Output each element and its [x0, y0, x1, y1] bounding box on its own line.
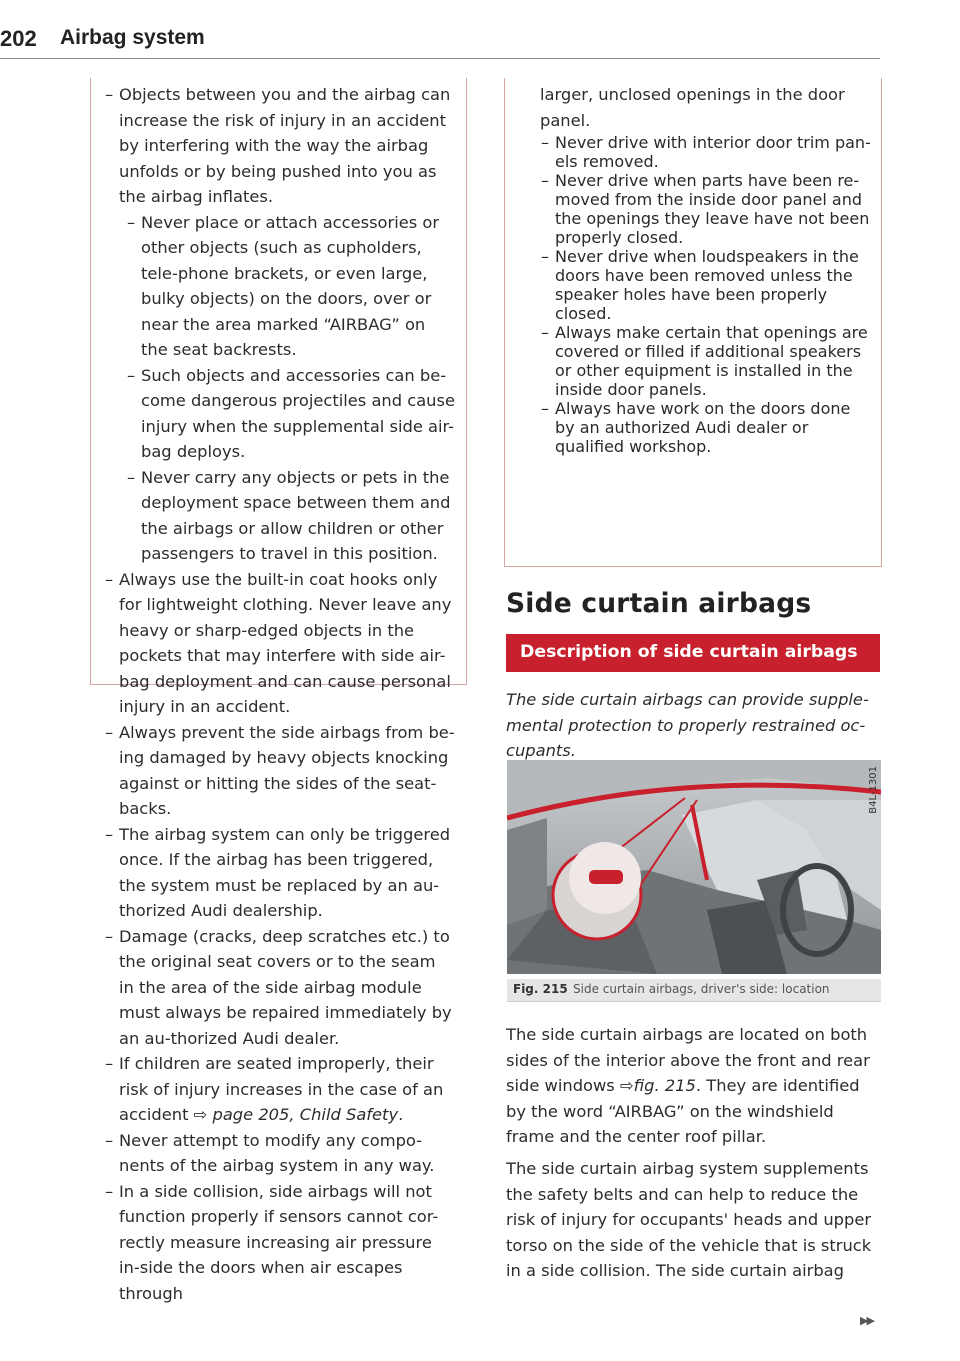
- reference-arrow-icon: ⇨: [193, 1105, 208, 1124]
- warning-item: – Always use the built-in coat hooks only for lightweight clothing. Never leave any heavy or sharp-edged objects in the pockets that may interfere with side air-bag deployment and can cause personal injury in an accident.: [105, 567, 455, 720]
- figure-label: Fig. 215: [513, 982, 568, 996]
- warning-subitem: – Always make certain that openings are covered or filled if additional speakers or other equipment is installed in the inside door panels.: [519, 323, 871, 399]
- warning-subitem: – Always have work on the doors done by an authorized Audi dealer or qualified workshop.: [519, 399, 871, 456]
- figure-image: [507, 760, 881, 974]
- warning-item: [105, 1051, 455, 1128]
- warning-item: – Always prevent the side airbags from be-ing damaged by heavy objects knocking against or hitting the sides of the seat-backs.: [105, 720, 455, 822]
- warning-subitem: – Never drive with interior door trim pan-els removed.: [519, 133, 871, 171]
- page-reference-link[interactable]: page 205, Child Safety: [212, 1105, 399, 1124]
- body-paragraph: The side curtain airbag system supplements the safety belts and can help to reduce the risk of injury for occupants' heads and upper torso on the side of the vehicle that is struck in a side collision. The side curtain airbag: [506, 1159, 872, 1280]
- warning-text: If children are seated improperly, their risk of injury increases in the case of an accident: [119, 1054, 444, 1124]
- warning-item: – Damage (cracks, deep scratches etc.) to the original seat covers or to the seam in the area of the side airbag module must always be repaired immediately by an au-thorized Audi dealer.: [105, 924, 455, 1052]
- paragraph-text-end: . They are identified by the word “AIRBAG” on the windshield frame and the center roof pillar.: [506, 1076, 860, 1146]
- figure-code: B4L-1301: [868, 766, 879, 814]
- warning-continuation: larger, unclosed openings in the door panel.: [540, 85, 845, 130]
- warning-list-left: [105, 82, 455, 1306]
- warning-subitem: – Never drive when loudspeakers in the doors have been removed unless the speaker holes have been properly closed.: [519, 247, 871, 323]
- intro-text: The side curtain airbags can provide supple-mental protection to properly restrained oc-cupants.: [506, 690, 869, 760]
- warning-item: – The airbag system can only be triggered once. If the airbag has been triggered, the system must be replaced by an au-thorized Audi dealership.: [105, 822, 455, 924]
- warning-subitem: – Never place or attach accessories or other objects (such as cupholders, tele-phone brackets, or even large, bulky objects) on the doors, over or near the area marked “AIRBAG” on the seat backrests.: [105, 210, 455, 363]
- car-interior-illustration: [507, 760, 881, 974]
- figure-reference-link[interactable]: fig. 215: [633, 1076, 696, 1095]
- subsection-heading-bar: [506, 634, 880, 672]
- section-title: Airbag system: [60, 26, 205, 49]
- warning-text-end: .: [398, 1105, 404, 1124]
- paragraph-text: The side curtain airbags are located on both sides of the interior above the front and rear side windows: [506, 1025, 870, 1095]
- warning-item: – Objects between you and the airbag can increase the risk of injury in an accident by interfering with the way the airbag unfolds or by being pushed into you as the airbag inflates.: [105, 82, 455, 210]
- section-heading: Side curtain airbags: [506, 588, 812, 619]
- warning-subitem: – Never drive when parts have been re-moved from the inside door panel and the openings they leave have not been properly closed.: [519, 171, 871, 247]
- warning-box-left: [90, 78, 467, 1303]
- page-number: 202: [0, 26, 37, 51]
- reference-arrow-icon: ⇨: [619, 1076, 634, 1095]
- warning-list-right: [519, 82, 871, 456]
- figure-caption: [507, 979, 881, 1002]
- warning-subitem: – Such objects and accessories can be-come dangerous projectiles and cause injury when the supplemental side air-bag deploys.: [105, 363, 455, 465]
- warning-item: – Never attempt to modify any compo-nents of the airbag system in any way.: [105, 1128, 455, 1179]
- body-paragraph: [506, 1022, 880, 1150]
- warning-item: – In a side collision, side airbags will not function properly if sensors cannot cor-rectly measure increasing air pressure in-side the doors when air escapes through: [105, 1179, 455, 1307]
- subsection-heading: Description of side curtain airbags: [520, 642, 858, 662]
- continue-arrow-icon: ▶▶: [860, 1314, 873, 1327]
- warning-box-right: [504, 78, 882, 567]
- page-header: [0, 26, 880, 59]
- figure-caption-text: Side curtain airbags, driver's side: location: [573, 982, 830, 996]
- warning-subitem: – Never carry any objects or pets in the deployment space between them and the airbags or allow children or other passengers to travel in this position.: [105, 465, 455, 567]
